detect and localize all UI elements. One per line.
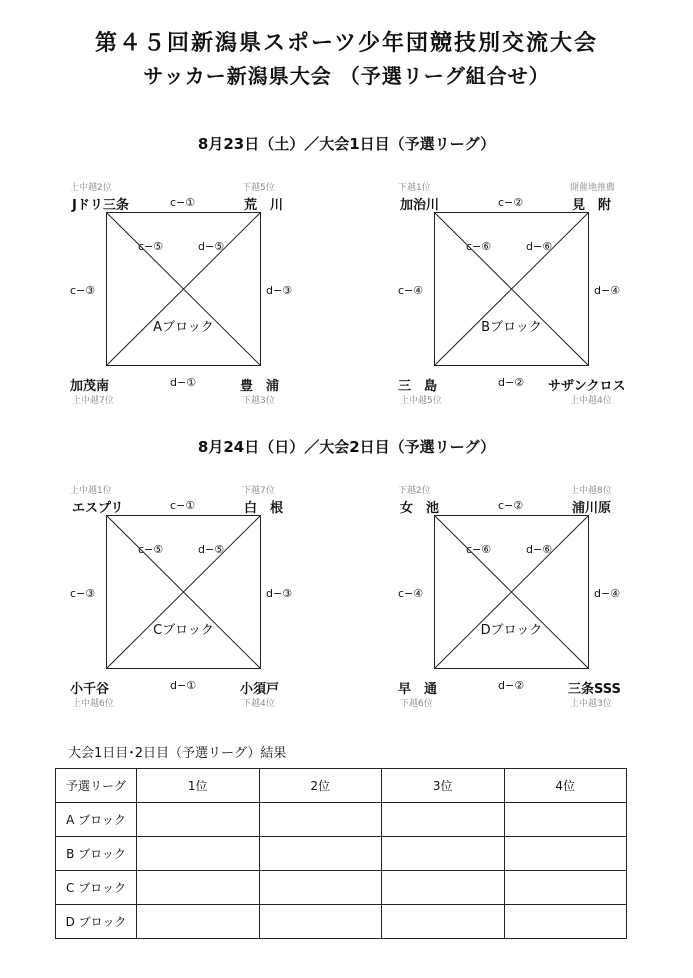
seed-label: 下越7位	[242, 486, 275, 496]
league-box	[434, 515, 589, 669]
row-label: C ブロック	[56, 871, 137, 905]
table-row	[56, 837, 627, 871]
team-name: 小千谷	[70, 682, 110, 697]
match-code: d−④	[594, 284, 621, 297]
team-name: 荒 川	[244, 198, 284, 213]
seed-label: 上中越7位	[72, 396, 114, 406]
results-table	[55, 768, 627, 939]
result-cell[interactable]	[259, 803, 382, 837]
team-name: 浦川原	[572, 501, 612, 516]
match-code: c−③	[70, 587, 96, 600]
result-cell[interactable]	[382, 803, 505, 837]
match-code: d−②	[498, 679, 525, 692]
team-name: 女 池	[400, 501, 440, 516]
block-label: Bブロック	[481, 320, 542, 335]
seed-label: 上中越5位	[400, 396, 442, 406]
column-header: 3位	[382, 769, 505, 803]
result-cell[interactable]	[504, 905, 627, 939]
row-label: D ブロック	[56, 905, 137, 939]
team-name: 三条SSS	[568, 682, 621, 697]
team-name: サザンクロス	[548, 379, 626, 394]
block-label: Dブロック	[480, 623, 543, 638]
table-header-row	[56, 769, 627, 803]
row-label: B ブロック	[56, 837, 137, 871]
table-row	[56, 871, 627, 905]
column-header: 予選リーグ	[56, 769, 137, 803]
match-code: c−⑥	[466, 543, 492, 556]
match-code: c−⑥	[466, 240, 492, 253]
league-box	[106, 212, 261, 366]
result-cell[interactable]	[259, 871, 382, 905]
match-code: d−①	[170, 679, 197, 692]
result-cell[interactable]	[259, 905, 382, 939]
team-name: 白 根	[244, 501, 284, 516]
match-code: c−②	[498, 499, 524, 512]
match-code: d−⑥	[526, 240, 553, 253]
day1-heading: 8月23日（土）／大会1日目（予選リーグ）	[197, 135, 496, 153]
team-name: エスプリ	[72, 501, 124, 516]
match-code: d−④	[594, 587, 621, 600]
block-b	[338, 180, 678, 420]
team-name: Jドリ三条	[72, 198, 129, 213]
results-title: 大会1日目･2日目（予選リーグ）結果	[68, 746, 287, 761]
match-code: d−③	[266, 587, 293, 600]
match-code: d−②	[498, 376, 525, 389]
seed-label: 下越2位	[398, 486, 431, 496]
seed-label: 上中越6位	[72, 699, 114, 709]
match-code: c−③	[70, 284, 96, 297]
result-cell[interactable]	[504, 871, 627, 905]
result-cell[interactable]	[382, 837, 505, 871]
day2-heading: 8月24日（日）／大会2日目（予選リーグ）	[197, 438, 496, 456]
match-code: c−④	[398, 587, 424, 600]
team-name: 早 通	[398, 682, 438, 697]
match-code: d−③	[266, 284, 293, 297]
page-subtitle: サッカー新潟県大会 （予選リーグ組合せ）	[143, 64, 550, 88]
match-code: c−②	[498, 196, 524, 209]
result-cell[interactable]	[259, 837, 382, 871]
block-label: Aブロック	[153, 320, 214, 335]
table-row	[56, 803, 627, 837]
result-cell[interactable]	[382, 871, 505, 905]
league-diagram	[434, 212, 589, 366]
match-code: c−⑤	[138, 240, 164, 253]
seed-label: 上中越4位	[570, 396, 612, 406]
match-code: d−①	[170, 376, 197, 389]
seed-label: 下越3位	[242, 396, 275, 406]
column-header: 4位	[504, 769, 627, 803]
match-code: d−⑤	[198, 240, 225, 253]
result-cell[interactable]	[137, 837, 260, 871]
result-cell[interactable]	[504, 803, 627, 837]
match-code: c−④	[398, 284, 424, 297]
team-name: 豊 浦	[240, 379, 280, 394]
match-code: c−⑤	[138, 543, 164, 556]
league-box	[106, 515, 261, 669]
team-name: 見 附	[572, 198, 612, 213]
table-row	[56, 905, 627, 939]
seed-label: 下越1位	[398, 183, 431, 193]
seed-label: 下越6位	[400, 699, 433, 709]
seed-label: 上中越3位	[570, 699, 612, 709]
match-code: c−①	[170, 196, 196, 209]
team-name: 加茂南	[70, 379, 110, 394]
block-label: Cブロック	[153, 623, 214, 638]
column-header: 2位	[259, 769, 382, 803]
team-name: 加治川	[400, 198, 440, 213]
block-c	[10, 483, 350, 723]
match-code: d−⑥	[526, 543, 553, 556]
team-name: 小須戸	[240, 682, 280, 697]
result-cell[interactable]	[382, 905, 505, 939]
page-title: 第４５回新潟県スポーツ少年団競技別交流大会	[94, 31, 599, 56]
seed-label: 上中越8位	[570, 486, 612, 496]
seed-label: 開催地推薦	[570, 183, 616, 193]
match-code: c−①	[170, 499, 196, 512]
block-a	[10, 180, 350, 420]
result-cell[interactable]	[137, 803, 260, 837]
row-label: A ブロック	[56, 803, 137, 837]
league-diagram	[106, 212, 261, 366]
seed-label: 下越4位	[242, 699, 275, 709]
result-cell[interactable]	[504, 837, 627, 871]
seed-label: 下越5位	[242, 183, 275, 193]
league-box	[434, 212, 589, 366]
match-code: d−⑤	[198, 543, 225, 556]
column-header: 1位	[137, 769, 260, 803]
result-cell[interactable]	[137, 871, 260, 905]
block-d	[338, 483, 678, 723]
seed-label: 上中越1位	[70, 486, 112, 496]
league-diagram	[434, 515, 589, 669]
league-diagram	[106, 515, 261, 669]
team-name: 三 島	[398, 379, 438, 394]
result-cell[interactable]	[137, 905, 260, 939]
seed-label: 上中越2位	[70, 183, 112, 193]
